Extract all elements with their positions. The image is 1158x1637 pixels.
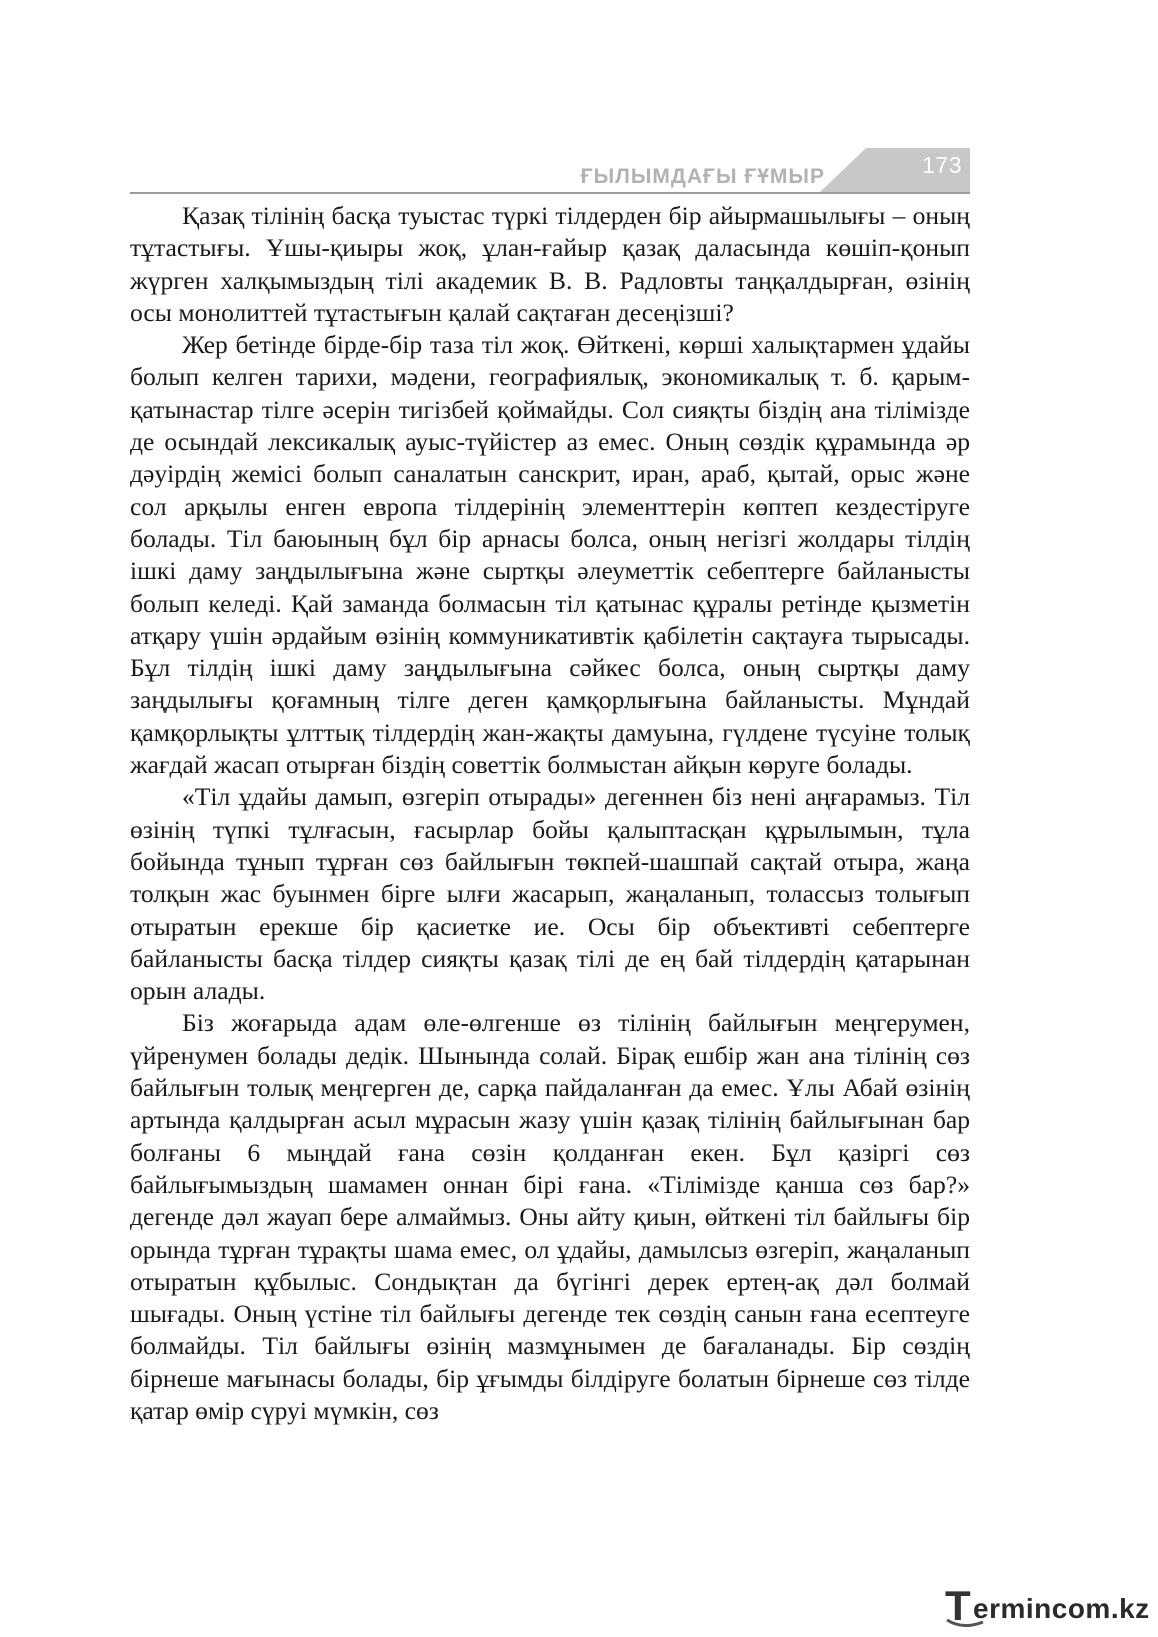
- header-rule: [130, 192, 970, 194]
- paragraph: Жер бетінде бірде-бір таза тіл жоқ. Өйткені, көрші халықтармен ұдайы болып келген тарихи, мәдени, географиялық, экономикалық т. б. қарым-қатынастар тілге әсерін тигізбей қоймайды. Сол сияқты біздің ана тілімізде де осындай лексикалық ауыс-түйістер аз емес. Оның сөздік құрамында әр дәуірдің жемісі болып саналатын санскрит, иран, араб, қытай, орыс және сол арқылы енген европа тілдерінің элементтерін көптеп кездестіруге болады. Тіл баюының бұл бір арнасы болса, оның негізгі жолдары тілдің ішкі даму заңдылығына және сыртқы әлеуметтік себептерге байланысты болып келеді. Қай заманда болмасын тіл қатынас құралы ретінде қызметін атқару үшін әрдайым өзінің коммуникативтік қабілетін сақтауға тырысады. Бұл тілдің ішкі даму заңдылығына сәйкес болса, оның сыртқы даму заңдылығы қоғамның тілге деген қамқорлығына байланысты. Мұндай қамқорлықты ұлттық тілдердің жан-жақты дамуына, гүлдене түсуіне толық жағдай жасап отырған біздің советтік болмыстан айқын көруге болады.: [130, 330, 970, 780]
- paragraph: «Тіл ұдайы дамып, өзгеріп отырады» дегеннен біз нені аңғарамыз. Тіл өзінің түпкі тұлғасын, ғасырлар бойы қалыптасқан құрылымын, тұла бойында тұнып тұрған сөз байлығын төкпей-шашпай сақтай отыра, жаңа толқын жас буынмен бірге ылғи жасарып, жаңаланып, толассыз толығып отыратын ерекше бір қасиетке ие. Осы бір объективті себептерге байланысты басқа тілдер сияқты қазақ тілі де ең бай тілдердің қатарынан орын алады.: [130, 782, 970, 1006]
- running-header: [130, 148, 970, 198]
- body-text: [130, 200, 970, 1427]
- paragraph: Біз жоғарыда адам өле-өлгенше өз тілінің байлығын меңгерумен, үйренумен болады дедік. Шынында солай. Бірақ ешбір жан ана тілінің сөз байлығын толық меңгерген де, сарқа пайдаланған да емес. Ұлы Абай өзінің артында қалдырған асыл мұрасын жазу үшін қазақ тілінің байлығынан бар болғаны 6 мыңдай ғана сөзін қолданған екен. Бұл қазіргі сөз байлығымыздың шамамен оннан бірі ғана. «Тілімізде қанша сөз бар?» дегенде дәл жауап бере алмаймыз. Оны айту қиын, өйткені тіл байлығы бір орында тұрған тұрақты шама емес, ол ұдайы, дамылсыз өзгеріп, жаңаланып отыратын құбылыс. Сондықтан да бүгінгі дерек ертең-ақ дәл болмай шығады. Оның үстіне тіл байлығы дегенде тек сөздің санын ғана есептеуге болмайды. Тіл байлығы өзінің мазмұнымен де бағаланады. Бір сөздің бірнеше мағынасы болады, бір ұғымды білдіруге болатын бірнеше сөз тілде қатар өмір сүруі мүмкін, сөз: [130, 1008, 970, 1425]
- page-number: 173: [922, 152, 962, 178]
- page-number-tab: [820, 148, 970, 192]
- paragraph: Қазақ тілінің басқа туыстас түркі тілдерден бір айырмашылығы – оның тұтастығы. Ұшы-қиыры жоқ, ұлан-ғайыр қазақ даласында көшіп-қонып жүрген халқымыздың тілі академик В. В. Радловты таңқалдырған, өзінің осы монолиттей тұтастығын қалай сақтаған десеңізші?: [130, 201, 970, 327]
- logo-swoosh-icon: [945, 1618, 985, 1630]
- logo-letter: T: [945, 1582, 971, 1629]
- running-header-title: ҒЫЛЫМДАҒЫ ҒҰМЫР: [580, 165, 825, 188]
- termincom-logo: [945, 1582, 1150, 1632]
- logo-text: ermincom.kz: [973, 1593, 1150, 1624]
